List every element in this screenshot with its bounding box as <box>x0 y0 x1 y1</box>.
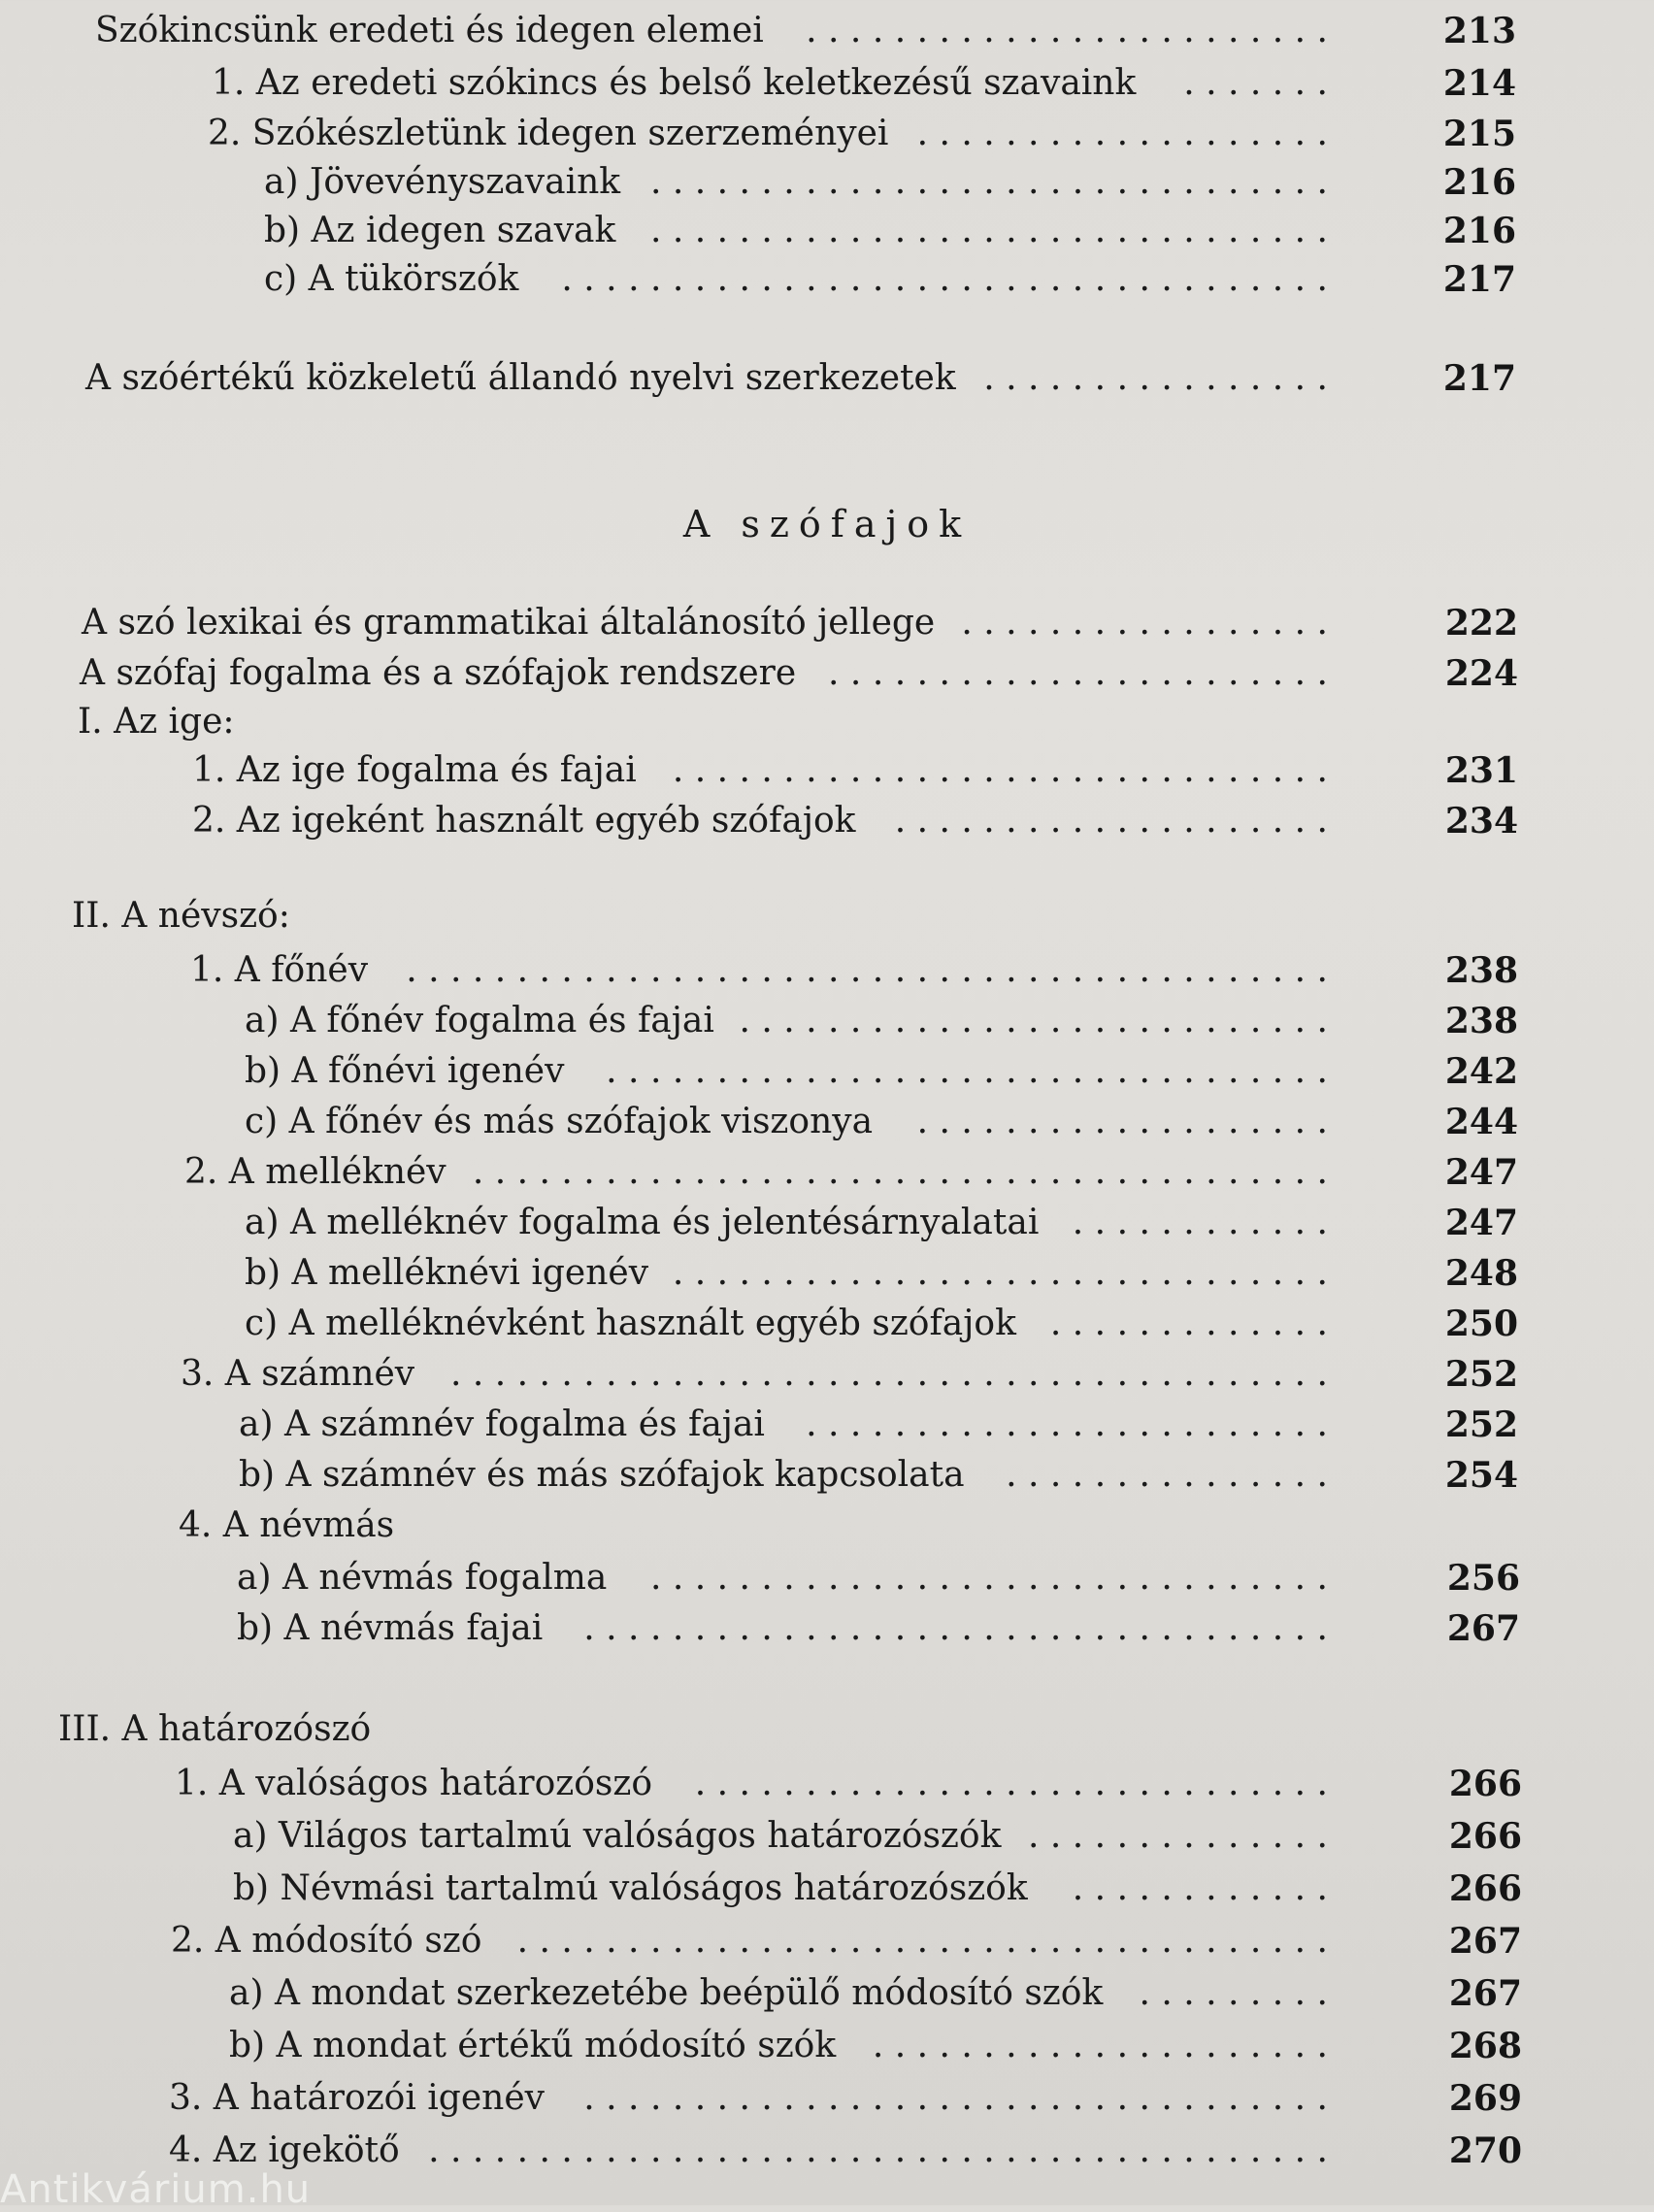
toc-page-number: 254 <box>1444 1455 1518 1496</box>
dot-leader: . . . . . . . . . . . . . . . . <box>983 358 1328 398</box>
dot-leader: . . . . . . . . . . . . . . . . . . . . . . . . . . . . . . . . . . . <box>561 259 1328 299</box>
toc-entry <box>212 58 1328 109</box>
toc-entry-label: a) Jövevényszavaink <box>264 162 621 202</box>
toc-entry-label: c) A tükörszók <box>264 259 519 299</box>
toc-entry-label: 2. A melléknév <box>184 1152 447 1192</box>
toc-entry <box>169 2073 1328 2124</box>
dot-leader: . . . . . . . . . . . . . . . . . . . . . . . . . . . . . . . . . . <box>583 2078 1328 2118</box>
toc-page-number: 248 <box>1444 1253 1518 1294</box>
dot-leader: . . . . . . . . . . . . . . . . . . . <box>916 1102 1328 1141</box>
toc-entry <box>80 648 1328 699</box>
toc-entry-label: b) A melléknévi igenév <box>245 1253 649 1293</box>
dot-leader: . . . . . . . . . . . . . . . . . . . . . . . . . . . . . . . . . . . . . . . . . <box>428 2130 1328 2170</box>
toc-entry <box>239 1450 1328 1501</box>
dot-leader: . . . . . . . . . . . . . . . . . . . . . . . . . . . . . . . <box>649 1558 1328 1598</box>
toc-page-number: 234 <box>1444 801 1518 842</box>
toc-page-number: 238 <box>1444 950 1518 991</box>
toc-entry <box>82 598 1328 648</box>
toc-page-number: 247 <box>1444 1152 1518 1193</box>
toc-entry-label: b) Névmási tartalmú valóságos határozószók <box>233 1868 1028 1908</box>
toc-entry-label: III. A határozószó <box>58 1709 372 1749</box>
dot-leader: . . . . . . . . . . . . <box>1072 1868 1328 1908</box>
toc-entry <box>237 1553 1328 1603</box>
dot-leader: . . . . . . . . . . . . . . . . . . . . . . . . . . . . . . . . . <box>606 1051 1328 1091</box>
watermark-text: Antikvárium.hu <box>0 2167 312 2212</box>
toc-entry-label: A szóértékű közkeletű állandó nyelvi szerkezetek <box>85 358 956 398</box>
dot-leader: . . . . . . . . . . . . . . . . . . . . . . . . <box>806 11 1328 50</box>
toc-entry-label: 2. Szókészletünk idegen szerzeményei <box>208 114 889 153</box>
dot-leader: . . . . . . . . . . . . . . . . . . . . . . . . . . . . . . <box>672 1253 1328 1293</box>
toc-entry-label: 3. A számnév <box>181 1354 415 1394</box>
toc-entry <box>95 6 1328 56</box>
dot-leader: . . . . . . . . . . . . . . . . . . . . . . . . <box>806 1404 1328 1444</box>
toc-entry <box>72 891 654 941</box>
toc-entry-label: b) A főnévi igenév <box>245 1051 565 1091</box>
toc-page-number: 266 <box>1448 1764 1522 1804</box>
toc-entry-label: a) A mondat szerkezetébe beépülő módosító szók <box>229 1973 1104 2013</box>
toc-entry <box>184 1147 1328 1198</box>
toc-page-number: 267 <box>1448 1973 1522 2014</box>
toc-page-number: 267 <box>1448 1921 1522 1962</box>
toc-page-number: 224 <box>1444 653 1518 694</box>
dot-leader: . . . . . . . . . . . . . . . . . . . . . . . . . . . . . . . . . . <box>583 1608 1328 1648</box>
toc-page-number: 266 <box>1448 1868 1522 1909</box>
toc-page-number: 270 <box>1448 2130 1522 2171</box>
toc-page-number: 216 <box>1442 162 1516 203</box>
toc-entry <box>171 1916 1328 1966</box>
toc-entry-label: b) A mondat értékű módosító szók <box>229 2026 837 2065</box>
dot-leader: . . . . . . . . . . . . . . . . . . . . . <box>872 2026 1328 2065</box>
toc-entry <box>181 1349 1328 1400</box>
toc-entry-label: 2. Az igeként használt egyéb szófajok <box>192 801 856 841</box>
toc-page-number: 252 <box>1444 1404 1518 1445</box>
toc-entry <box>245 996 1328 1046</box>
toc-entry <box>78 697 660 747</box>
toc-page-number: 267 <box>1446 1608 1520 1649</box>
dot-leader: . . . . . . . . . . . . . . . . . . . . . . . . . . . . . <box>694 1764 1328 1803</box>
dot-leader: . . . . . . . . . . . . . . . <box>1006 1455 1328 1495</box>
toc-entry <box>192 796 1328 846</box>
toc-entry-label: 1. A valóságos határozószó <box>175 1764 653 1803</box>
toc-entry-label: 2. A módosító szó <box>171 1921 482 1961</box>
dot-leader: . . . . . . . . . . . . . <box>1049 1304 1328 1343</box>
toc-entry <box>179 1501 761 1551</box>
toc-entry <box>245 1046 1328 1097</box>
toc-page-number: 266 <box>1448 1816 1522 1857</box>
dot-leader: . . . . . . . . . . . . <box>1072 1203 1328 1242</box>
section-title: A szófajok <box>682 503 972 545</box>
dot-leader: . . . . . . . . . . . . . . . . . . . . . . . . . . . . . . . <box>649 211 1328 250</box>
toc-entry <box>233 1864 1328 1914</box>
toc-entry-label: a) Világos tartalmú valóságos határozószók <box>233 1816 1002 1856</box>
toc-page-number: 242 <box>1444 1051 1518 1092</box>
toc-entry <box>239 1400 1328 1450</box>
toc-entry <box>175 1759 1328 1809</box>
toc-page-number: 214 <box>1442 63 1516 104</box>
toc-entry-label: a) A főnév fogalma és fajai <box>245 1001 714 1040</box>
toc-entry <box>85 353 1328 404</box>
toc-entry-label: 1. Az eredeti szókincs és belső keletkezésű szavaink <box>212 63 1137 103</box>
toc-entry-label: c) A melléknévként használt egyéb szófajok <box>245 1304 1016 1343</box>
toc-page-number: 250 <box>1444 1304 1518 1344</box>
toc-entry <box>229 2021 1328 2071</box>
toc-page-number: 244 <box>1444 1102 1518 1142</box>
toc-entry-label: A szó lexikai és grammatikai általánosító jellege <box>82 603 936 643</box>
toc-entry <box>233 1811 1328 1862</box>
toc-entry-label: b) A számnév és más szófajok kapcsolata <box>239 1455 965 1495</box>
toc-entry <box>229 1968 1328 2019</box>
toc-page-number: 216 <box>1442 211 1516 251</box>
toc-entry <box>264 206 1328 256</box>
toc-entry <box>264 254 1328 305</box>
dot-leader: . . . . . . . . . . . . . . . . . . . . . . . <box>828 653 1328 693</box>
toc-page-number: 256 <box>1446 1558 1520 1599</box>
toc-page-number: 215 <box>1442 114 1516 154</box>
toc-page-number: 269 <box>1448 2078 1522 2119</box>
dot-leader: . . . . . . . . . . . . . . . . . . . . . . . . . . . . . . . . . . . . . . . . . . <box>406 950 1328 990</box>
toc-page-number: 247 <box>1444 1203 1518 1243</box>
dot-leader: . . . . . . . . . . . . . . . . . . . . . . . . . . . . . . <box>672 750 1328 790</box>
toc-entry-label: a) A névmás fogalma <box>237 1558 608 1598</box>
dot-leader: . . . . . . . . . . . . . . . . . . . . . . . . . . . . . . . <box>649 162 1328 202</box>
toc-entry-label: b) Az idegen szavak <box>264 211 616 250</box>
toc-entry-label: Szókincsünk eredeti és idegen elemei <box>95 11 764 50</box>
dot-leader: . . . . . . . . . . . . . . . . . . . . <box>894 801 1328 841</box>
toc-entry <box>58 1704 641 1755</box>
toc-entry-label: 4. Az igekötő <box>169 2130 400 2170</box>
toc-entry-label: c) A főnév és más szófajok viszonya <box>245 1102 874 1141</box>
dot-leader: . . . . . . . . . . . . . . <box>1028 1816 1328 1856</box>
toc-entry <box>245 1248 1328 1299</box>
toc-entry-label: 4. A névmás <box>179 1505 395 1545</box>
toc-entry-label: II. A névszó: <box>72 896 290 936</box>
dot-leader: . . . . . . . . . . . . . . . . . . . . . . . . . . . . . . . . . . . . . . . . <box>449 1354 1328 1394</box>
toc-entry-label: 3. A határozói igenév <box>169 2078 545 2118</box>
toc-entry <box>169 2126 1328 2176</box>
toc-entry <box>190 945 1328 996</box>
dot-leader: . . . . . . . . . <box>1139 1973 1328 2013</box>
toc-entry <box>237 1603 1328 1654</box>
toc-page-number: 238 <box>1444 1001 1518 1041</box>
toc-page-number: 268 <box>1448 2026 1522 2066</box>
toc-page-number: 217 <box>1442 259 1516 300</box>
toc-entry-label: 1. Az ige fogalma és fajai <box>192 750 637 790</box>
toc-entry <box>208 109 1328 159</box>
dot-leader: . . . . . . . . . . . . . . . . . . . <box>916 114 1328 153</box>
toc-entry-label: A szófaj fogalma és a szófajok rendszere <box>80 653 797 693</box>
toc-page-number: 231 <box>1444 750 1518 791</box>
toc-entry <box>245 1097 1328 1147</box>
dot-leader: . . . . . . . . . . . . . . . . . . . . . . . . . . . . . . . . . . . . . <box>516 1921 1328 1961</box>
toc-entry <box>245 1198 1328 1248</box>
toc-entry <box>264 157 1328 208</box>
toc-entry-label: b) A névmás fajai <box>237 1608 544 1648</box>
toc-entry-label: I. Az ige: <box>78 702 235 742</box>
toc-page-number: 213 <box>1442 11 1516 51</box>
dot-leader: . . . . . . . <box>1183 63 1328 103</box>
dot-leader: . . . . . . . . . . . . . . . . . . . . . . . . . . . . . . . . . . . . . . . <box>472 1152 1328 1192</box>
dot-leader: . . . . . . . . . . . . . . . . . <box>961 603 1328 643</box>
toc-page-number: 217 <box>1442 358 1516 399</box>
toc-entry-label: a) A számnév fogalma és fajai <box>239 1404 765 1444</box>
dot-leader: . . . . . . . . . . . . . . . . . . . . . . . . . . . <box>739 1001 1328 1040</box>
toc-page-number: 222 <box>1444 603 1518 644</box>
toc-entry-label: 1. A főnév <box>190 950 369 990</box>
toc-entry <box>192 745 1328 796</box>
toc-page-number: 252 <box>1444 1354 1518 1395</box>
toc-entry <box>245 1299 1328 1349</box>
toc-entry-label: a) A melléknév fogalma és jelentésárnyalatai <box>245 1203 1040 1242</box>
